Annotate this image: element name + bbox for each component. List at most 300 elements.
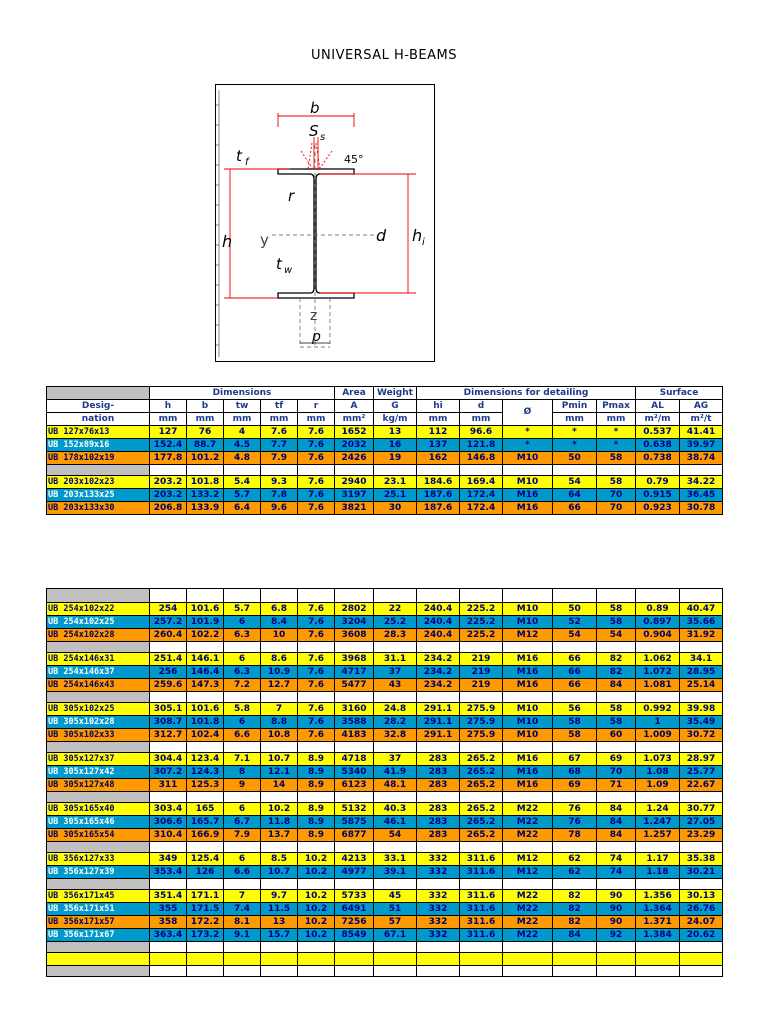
- table-cell: 101.2: [187, 452, 224, 465]
- table-cell: [150, 465, 187, 476]
- table-cell: 172.2: [187, 916, 224, 929]
- table-cell: 240.4: [417, 629, 460, 642]
- table-cell: 187.6: [417, 502, 460, 515]
- table-cell: [636, 692, 680, 703]
- table-cell: 12.7: [261, 679, 298, 692]
- table-cell: 20.62: [680, 929, 723, 942]
- table-cell: *: [503, 439, 553, 452]
- table-cell: 1652: [335, 426, 374, 439]
- table-cell: [298, 966, 335, 977]
- table-cell: [503, 692, 553, 703]
- table-cell: [335, 953, 374, 966]
- table-cell: [335, 879, 374, 890]
- table-cell: [261, 942, 298, 953]
- table-cell: [261, 966, 298, 977]
- table-cell: 30.78: [680, 502, 723, 515]
- table-cell: 10.2: [298, 853, 335, 866]
- table-cell: 9.6: [261, 502, 298, 515]
- table-cell: 26.76: [680, 903, 723, 916]
- table-cell: 22.67: [680, 779, 723, 792]
- designation-cell: [47, 465, 150, 476]
- spacer-row: [47, 642, 723, 653]
- table-cell: 291.1: [417, 716, 460, 729]
- table-cell: 58: [553, 716, 597, 729]
- table-cell: 311.6: [460, 890, 503, 903]
- table-cell: 6.3: [224, 666, 261, 679]
- table-cell: [417, 966, 460, 977]
- table-cell: M22: [503, 916, 553, 929]
- designation-cell: [47, 879, 150, 890]
- table-cell: 234.2: [417, 666, 460, 679]
- table-row: [47, 476, 723, 489]
- table-cell: [298, 465, 335, 476]
- table-cell: 10.2: [298, 929, 335, 942]
- table-cell: 101.8: [187, 476, 224, 489]
- table-cell: 311.6: [460, 916, 503, 929]
- table-cell: [374, 879, 417, 890]
- table-cell: [417, 879, 460, 890]
- table-cell: 31.1: [374, 653, 417, 666]
- table-cell: [503, 742, 553, 753]
- table-cell: [374, 642, 417, 653]
- table-cell: 50: [553, 603, 597, 616]
- table-cell: 332: [417, 853, 460, 866]
- symbol-tw: tw: [224, 400, 261, 413]
- table-cell: 1.17: [636, 853, 680, 866]
- table-cell: 34.1: [680, 653, 723, 666]
- table-cell: 127: [150, 426, 187, 439]
- table-cell: M12: [503, 866, 553, 879]
- table-row: [47, 729, 723, 742]
- table-cell: 166.9: [187, 829, 224, 842]
- table-cell: [261, 953, 298, 966]
- table-cell: 68: [553, 766, 597, 779]
- table-cell: 8.8: [261, 716, 298, 729]
- section-table-1: [46, 386, 723, 515]
- unit-hi: mm: [417, 413, 460, 426]
- table-cell: 172.4: [460, 502, 503, 515]
- table-cell: [597, 966, 636, 977]
- table-cell: [261, 792, 298, 803]
- table-cell: [374, 966, 417, 977]
- table-cell: 1.364: [636, 903, 680, 916]
- table-cell: 7.6: [298, 616, 335, 629]
- table-cell: 58: [597, 603, 636, 616]
- label-tf: t: [236, 147, 242, 165]
- table-cell: 3968: [335, 653, 374, 666]
- label-hi-sub: i: [422, 237, 425, 248]
- table-cell: [460, 942, 503, 953]
- designation-cell: UB 305x102x28: [47, 716, 150, 729]
- table-cell: *: [503, 426, 553, 439]
- label-d: d: [376, 226, 387, 245]
- table-cell: 363.4: [150, 929, 187, 942]
- table-cell: 3204: [335, 616, 374, 629]
- table-cell: 25.14: [680, 679, 723, 692]
- table-cell: 133.9: [187, 502, 224, 515]
- table-row: [47, 426, 723, 439]
- table-cell: [417, 742, 460, 753]
- table-cell: 251.4: [150, 653, 187, 666]
- table-cell: [503, 966, 553, 977]
- table-cell: [224, 953, 261, 966]
- table-cell: 332: [417, 890, 460, 903]
- table-cell: 133.2: [187, 489, 224, 502]
- table-row: [47, 679, 723, 692]
- table-cell: 8.1: [224, 916, 261, 929]
- table-cell: [680, 792, 723, 803]
- table-cell: 311.6: [460, 866, 503, 879]
- table-cell: [187, 465, 224, 476]
- table-cell: 1.257: [636, 829, 680, 842]
- table-cell: 10.2: [298, 916, 335, 929]
- table-cell: 332: [417, 929, 460, 942]
- table-cell: 11.5: [261, 903, 298, 916]
- table-cell: [187, 742, 224, 753]
- table-cell: 14: [261, 779, 298, 792]
- table-cell: [597, 589, 636, 603]
- table-cell: 355: [150, 903, 187, 916]
- unit-ag: m²/t: [680, 413, 723, 426]
- table-cell: 67: [553, 753, 597, 766]
- table-cell: [374, 953, 417, 966]
- unit-h: mm: [150, 413, 187, 426]
- table-cell: [460, 465, 503, 476]
- table-cell: 1.08: [636, 766, 680, 779]
- table-cell: [636, 842, 680, 853]
- table-cell: 124.3: [187, 766, 224, 779]
- table-cell: [298, 842, 335, 853]
- table-cell: [417, 842, 460, 853]
- table-cell: M10: [503, 452, 553, 465]
- table-cell: 3588: [335, 716, 374, 729]
- table-cell: 66: [553, 679, 597, 692]
- table-cell: 137: [417, 439, 460, 452]
- label-z: z: [310, 308, 318, 324]
- table-cell: 283: [417, 803, 460, 816]
- table-cell: 0.79: [636, 476, 680, 489]
- table-cell: [553, 642, 597, 653]
- table-cell: 312.7: [150, 729, 187, 742]
- table-cell: 62: [553, 853, 597, 866]
- table-cell: 7.6: [298, 679, 335, 692]
- table-cell: 6.6: [224, 866, 261, 879]
- table-cell: 50: [553, 452, 597, 465]
- table-cell: 90: [597, 903, 636, 916]
- table-cell: 275.9: [460, 716, 503, 729]
- table-cell: 8.9: [298, 816, 335, 829]
- table-cell: [150, 589, 187, 603]
- table-cell: [224, 589, 261, 603]
- table-cell: [374, 589, 417, 603]
- table-cell: [553, 589, 597, 603]
- table-cell: 6: [224, 616, 261, 629]
- table-cell: [187, 942, 224, 953]
- table-cell: 54: [374, 829, 417, 842]
- table-cell: 234.2: [417, 679, 460, 692]
- table-cell: 82: [553, 890, 597, 903]
- table-cell: 7.6: [298, 426, 335, 439]
- table-cell: 254: [150, 603, 187, 616]
- header-unit-row: [47, 413, 723, 426]
- table-cell: [374, 465, 417, 476]
- i-beam-diagram: [216, 85, 434, 361]
- table-cell: [503, 879, 553, 890]
- section-table-2: [46, 588, 723, 977]
- spacer-row: [47, 942, 723, 953]
- table-cell: 8.4: [261, 616, 298, 629]
- designation-cell: [47, 966, 150, 977]
- table-cell: [503, 842, 553, 853]
- table-cell: 1.356: [636, 890, 680, 903]
- table-cell: 71: [597, 779, 636, 792]
- table-cell: 1.073: [636, 753, 680, 766]
- table-cell: 15.7: [261, 929, 298, 942]
- table-cell: 8: [224, 766, 261, 779]
- table-cell: [224, 465, 261, 476]
- table-cell: 78: [553, 829, 597, 842]
- spacer-row: [47, 692, 723, 703]
- table-cell: 1: [636, 716, 680, 729]
- table-row: [47, 766, 723, 779]
- table-cell: 28.97: [680, 753, 723, 766]
- table-cell: 66: [553, 502, 597, 515]
- designation-cell: UB 254x102x25: [47, 616, 150, 629]
- table-cell: 32.8: [374, 729, 417, 742]
- table-row: [47, 616, 723, 629]
- symbol-pmin: Pmin: [553, 400, 597, 413]
- table-cell: 56: [553, 703, 597, 716]
- table-cell: 48.1: [374, 779, 417, 792]
- table-cell: [335, 692, 374, 703]
- table-cell: 16: [374, 439, 417, 452]
- table-cell: 121.8: [460, 439, 503, 452]
- table-cell: 311.6: [460, 929, 503, 942]
- group-detailing: Dimensions for detailing: [417, 387, 636, 400]
- table-cell: [224, 642, 261, 653]
- unit-r: mm: [298, 413, 335, 426]
- table-cell: 4: [224, 426, 261, 439]
- table-cell: [597, 692, 636, 703]
- table-cell: [460, 742, 503, 753]
- table-cell: 7.6: [298, 476, 335, 489]
- table-cell: [298, 792, 335, 803]
- designation-cell: UB 127x76x13: [47, 426, 150, 439]
- table-cell: 43: [374, 679, 417, 692]
- table-cell: 102.2: [187, 629, 224, 642]
- designation-cell: [47, 642, 150, 653]
- table-cell: M16: [503, 779, 553, 792]
- table-cell: 4.8: [224, 452, 261, 465]
- table-cell: [335, 942, 374, 953]
- table-cell: 165: [187, 803, 224, 816]
- table-cell: 30: [374, 502, 417, 515]
- table-cell: M22: [503, 903, 553, 916]
- table-cell: [597, 942, 636, 953]
- table-cell: 8.9: [298, 779, 335, 792]
- table-cell: 4213: [335, 853, 374, 866]
- table-cell: 5875: [335, 816, 374, 829]
- table-cell: [224, 879, 261, 890]
- table-cell: 275.9: [460, 703, 503, 716]
- table-cell: M16: [503, 753, 553, 766]
- table-cell: [298, 879, 335, 890]
- table-cell: 10.2: [261, 803, 298, 816]
- table-cell: 58: [597, 716, 636, 729]
- designation-cell: UB 305x127x48: [47, 779, 150, 792]
- table-cell: 7.6: [298, 703, 335, 716]
- table-cell: 4718: [335, 753, 374, 766]
- table-cell: 101.6: [187, 703, 224, 716]
- table-cell: 353.4: [150, 866, 187, 879]
- table-cell: [597, 642, 636, 653]
- table-cell: 219: [460, 679, 503, 692]
- table-cell: 41.9: [374, 766, 417, 779]
- table-cell: [417, 692, 460, 703]
- unit-al: m²/m: [636, 413, 680, 426]
- table-cell: 332: [417, 916, 460, 929]
- table-cell: 54: [553, 476, 597, 489]
- table-cell: 10: [261, 629, 298, 642]
- table-cell: M10: [503, 729, 553, 742]
- table-cell: 30.77: [680, 803, 723, 816]
- table-cell: 58: [597, 452, 636, 465]
- table-cell: 259.6: [150, 679, 187, 692]
- table-cell: 305.1: [150, 703, 187, 716]
- label-r: r: [288, 187, 295, 205]
- table-cell: 306.6: [150, 816, 187, 829]
- designation-cell: UB 356x171x51: [47, 903, 150, 916]
- table-cell: 0.897: [636, 616, 680, 629]
- table-cell: [261, 742, 298, 753]
- table-cell: [460, 792, 503, 803]
- table-cell: [636, 589, 680, 603]
- table-cell: 146.8: [460, 452, 503, 465]
- symbol-b: b: [187, 400, 224, 413]
- table-cell: 146.1: [187, 653, 224, 666]
- table-row: [47, 716, 723, 729]
- table-cell: 30.21: [680, 866, 723, 879]
- unit-b: mm: [187, 413, 224, 426]
- designation-cell: UB 254x146x31: [47, 653, 150, 666]
- unit-pmax: mm: [597, 413, 636, 426]
- table-cell: 10.7: [261, 753, 298, 766]
- table-cell: 46.1: [374, 816, 417, 829]
- table-cell: 172.4: [460, 489, 503, 502]
- table-cell: 1.24: [636, 803, 680, 816]
- header-group-row: [47, 387, 723, 400]
- table-row: [47, 803, 723, 816]
- table-cell: [261, 692, 298, 703]
- table-cell: 311.6: [460, 903, 503, 916]
- table-cell: 54: [597, 629, 636, 642]
- table-cell: 6123: [335, 779, 374, 792]
- table-cell: M12: [503, 853, 553, 866]
- table-cell: 283: [417, 753, 460, 766]
- table-cell: 0.923: [636, 502, 680, 515]
- table-cell: [636, 742, 680, 753]
- table-cell: [298, 942, 335, 953]
- designation-cell: [47, 589, 150, 603]
- table-cell: [261, 589, 298, 603]
- table-cell: 1.384: [636, 929, 680, 942]
- table-cell: [374, 792, 417, 803]
- table-cell: [187, 589, 224, 603]
- table-cell: 219: [460, 666, 503, 679]
- table-cell: 12.1: [261, 766, 298, 779]
- symbol-g: G: [374, 400, 417, 413]
- table-row: [47, 903, 723, 916]
- table-cell: 126: [187, 866, 224, 879]
- table-cell: 203.2: [150, 489, 187, 502]
- table-cell: 13.7: [261, 829, 298, 842]
- table-cell: 6.8: [261, 603, 298, 616]
- designation-cell: UB 356x127x39: [47, 866, 150, 879]
- table-cell: [224, 942, 261, 953]
- table-cell: [224, 842, 261, 853]
- table-cell: [335, 966, 374, 977]
- table-cell: 23.29: [680, 829, 723, 842]
- table-cell: 123.4: [187, 753, 224, 766]
- table-cell: 173.2: [187, 929, 224, 942]
- table-cell: 9: [224, 779, 261, 792]
- table-cell: 7.8: [261, 489, 298, 502]
- table-cell: 34.22: [680, 476, 723, 489]
- table-cell: 28.3: [374, 629, 417, 642]
- table-cell: 349: [150, 853, 187, 866]
- table-cell: 219: [460, 653, 503, 666]
- table-cell: [460, 589, 503, 603]
- table-cell: [503, 792, 553, 803]
- table-cell: 74: [597, 853, 636, 866]
- table-cell: 171.1: [187, 890, 224, 903]
- table-cell: 28.95: [680, 666, 723, 679]
- table-cell: 6.4: [224, 502, 261, 515]
- spacer-row: [47, 792, 723, 803]
- table-cell: 1.247: [636, 816, 680, 829]
- table-cell: M22: [503, 929, 553, 942]
- designation-cell: UB 178x102x19: [47, 452, 150, 465]
- table-cell: 92: [597, 929, 636, 942]
- table-cell: [636, 792, 680, 803]
- table-cell: 37: [374, 666, 417, 679]
- table-cell: 169.4: [460, 476, 503, 489]
- desig-header: Desig-: [47, 400, 150, 413]
- table-cell: 7: [224, 890, 261, 903]
- table-cell: 101.8: [187, 716, 224, 729]
- table-cell: [680, 942, 723, 953]
- table-cell: [224, 966, 261, 977]
- table-cell: 13: [374, 426, 417, 439]
- table-cell: 304.4: [150, 753, 187, 766]
- table-row: [47, 452, 723, 465]
- table-row: [47, 603, 723, 616]
- table-cell: 23.1: [374, 476, 417, 489]
- label-y: y: [260, 231, 269, 249]
- table-cell: 40.3: [374, 803, 417, 816]
- group-area: Area: [335, 387, 374, 400]
- table-cell: [187, 842, 224, 853]
- table-row: [47, 666, 723, 679]
- table-cell: M16: [503, 666, 553, 679]
- designation-cell: [47, 953, 150, 966]
- table-cell: 82: [553, 916, 597, 929]
- table-cell: 8.9: [298, 829, 335, 842]
- table-cell: [261, 842, 298, 853]
- table-cell: 45: [374, 890, 417, 903]
- table-row: [47, 703, 723, 716]
- table-cell: 332: [417, 903, 460, 916]
